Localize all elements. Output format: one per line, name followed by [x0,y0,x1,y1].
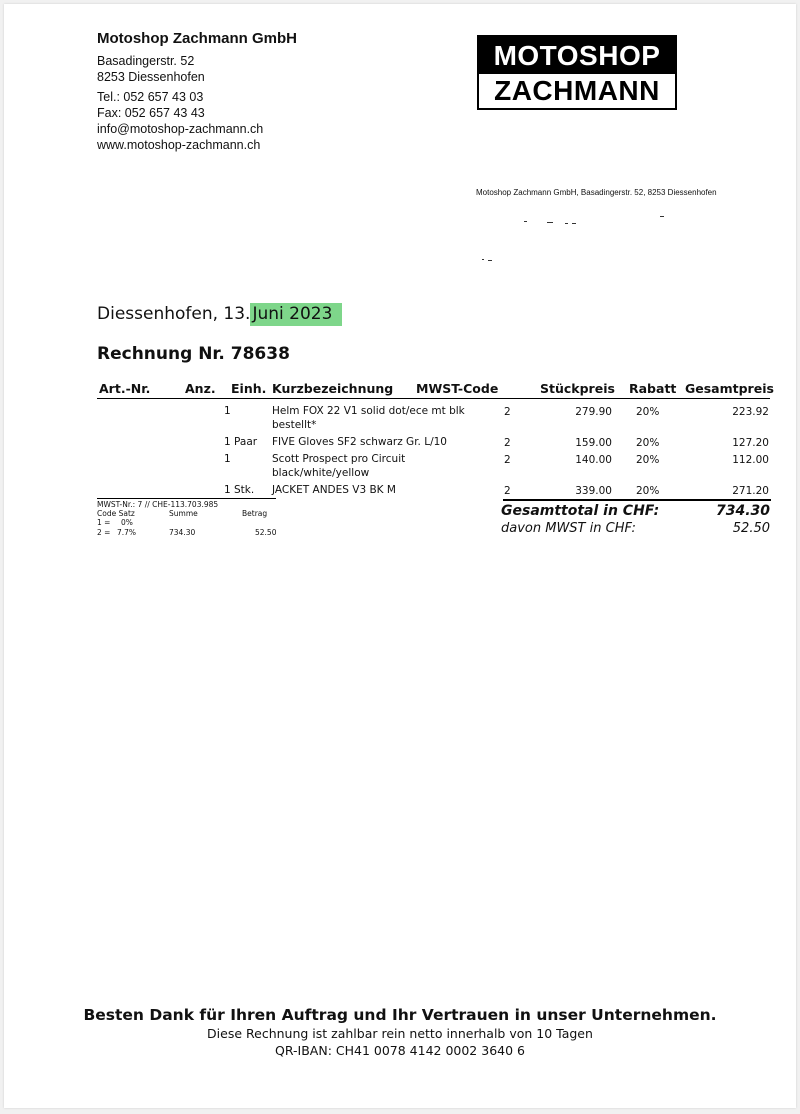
col-header-anz: Anz. [185,381,216,396]
row-3-rabatt: 20% [636,454,660,466]
row-1-price: 279.90 [575,406,612,418]
row-2-mwst: 2 [504,437,511,449]
scan-speck [524,221,527,222]
company-fax: Fax: 052 657 43 43 [97,106,205,120]
header-rule [97,398,770,399]
vat-summary-rule [97,498,276,499]
company-email: info@motoshop-zachmann.ch [97,122,264,136]
row-1-total: 223.92 [732,406,769,418]
vat-row-2-betrag: 52.50 [255,528,277,537]
logo-line-2: ZACHMANN [494,75,660,106]
col-header-stueckpreis: Stückpreis [540,381,615,396]
row-3-total: 112.00 [732,454,769,466]
vat-number: MWST-Nr.: 7 // CHE-113.703.985 [97,500,219,509]
qr-iban: QR-IBAN: CH41 0078 4142 0002 3640 6 [275,1043,525,1058]
sender-return-line: Motoshop Zachmann GmbH, Basadingerstr. 52, 8253 Diessenhofen [476,188,717,197]
scan-speck [547,222,553,223]
thank-you-note: Besten Dank für Ihren Auftrag und Ihr Vertrauen in unser Unternehmen. [83,1006,717,1024]
row-1-desc-2: bestellt* [272,419,317,431]
row-3-desc-1: Scott Prospect pro Circuit [272,453,406,465]
total-value: 734.30 [715,503,770,519]
row-4-einh: 1 Stk. [224,484,255,496]
row-1-einh: 1 [224,405,231,417]
scan-speck [572,223,576,224]
row-1-desc-1: Helm FOX 22 V1 solid dot/ece mt blk [272,405,465,417]
scan-speck [482,259,484,260]
row-4-mwst: 2 [504,485,511,497]
vat-amount-label: davon MWST in CHF: [501,521,636,536]
col-header-rabatt: Rabatt [629,381,677,396]
row-4-rabatt: 20% [636,485,660,497]
vat-header-summe: Summe [169,509,198,518]
company-logo [477,35,677,110]
company-website: www.motoshop-zachmann.ch [97,138,261,152]
row-4-price: 339.00 [575,485,612,497]
vat-amount-value: 52.50 [732,521,770,536]
invoice-page [4,4,796,1108]
scan-speck [565,223,568,224]
col-header-gesamtpreis: Gesamtpreis [685,381,774,396]
company-tel: Tel.: 052 657 43 03 [97,90,204,104]
col-header-kurzbezeichnung: Kurzbezeichnung [272,381,394,396]
vat-row-1-code: 1 = [97,518,111,527]
company-name: Motoshop Zachmann GmbH [97,30,297,47]
row-4-total: 271.20 [732,485,769,497]
row-3-mwst: 2 [504,454,511,466]
date-highlight: Juni 2023 [250,303,342,326]
col-header-mwst-code: MWST-Code [416,381,499,396]
row-1-mwst: 2 [504,406,511,418]
logo-line-1: MOTOSHOP [479,37,675,74]
row-3-desc-2: black/white/yellow [272,467,370,479]
row-2-desc-1: FIVE Gloves SF2 schwarz Gr. L/10 [272,436,447,448]
invoice-title: Rechnung Nr. 78638 [97,344,290,364]
total-rule [503,499,771,501]
total-label: Gesamttotal in CHF: [501,503,660,519]
row-3-einh: 1 [224,453,231,465]
row-2-einh: 1 Paar [224,436,258,448]
row-1-rabatt: 20% [636,406,660,418]
vat-row-2-summe: 734.30 [169,528,196,537]
vat-header-betrag: Betrag [242,509,268,518]
row-2-price: 159.00 [575,437,612,449]
company-street: Basadingerstr. 52 [97,54,195,68]
col-header-art-nr: Art.-Nr. [99,381,151,396]
row-2-rabatt: 20% [636,437,660,449]
invoice-date [97,304,342,324]
vat-header-code-satz: Code Satz [97,509,135,518]
vat-row-2-code: 2 = [97,528,111,537]
scan-speck [660,216,664,217]
row-4-desc-1: JACKET ANDES V3 BK M [272,484,396,496]
row-3-price: 140.00 [575,454,612,466]
vat-row-1-rate: 0% [121,518,133,527]
col-header-einh: Einh. [231,381,267,396]
row-2-total: 127.20 [732,437,769,449]
scan-speck [488,260,492,261]
payment-terms: Diese Rechnung ist zahlbar rein netto innerhalb von 10 Tagen [207,1026,593,1041]
vat-row-2-rate: 7.7% [117,528,137,537]
date-prefix: Diessenhofen, 13. [97,304,251,324]
company-city: 8253 Diessenhofen [97,70,205,84]
